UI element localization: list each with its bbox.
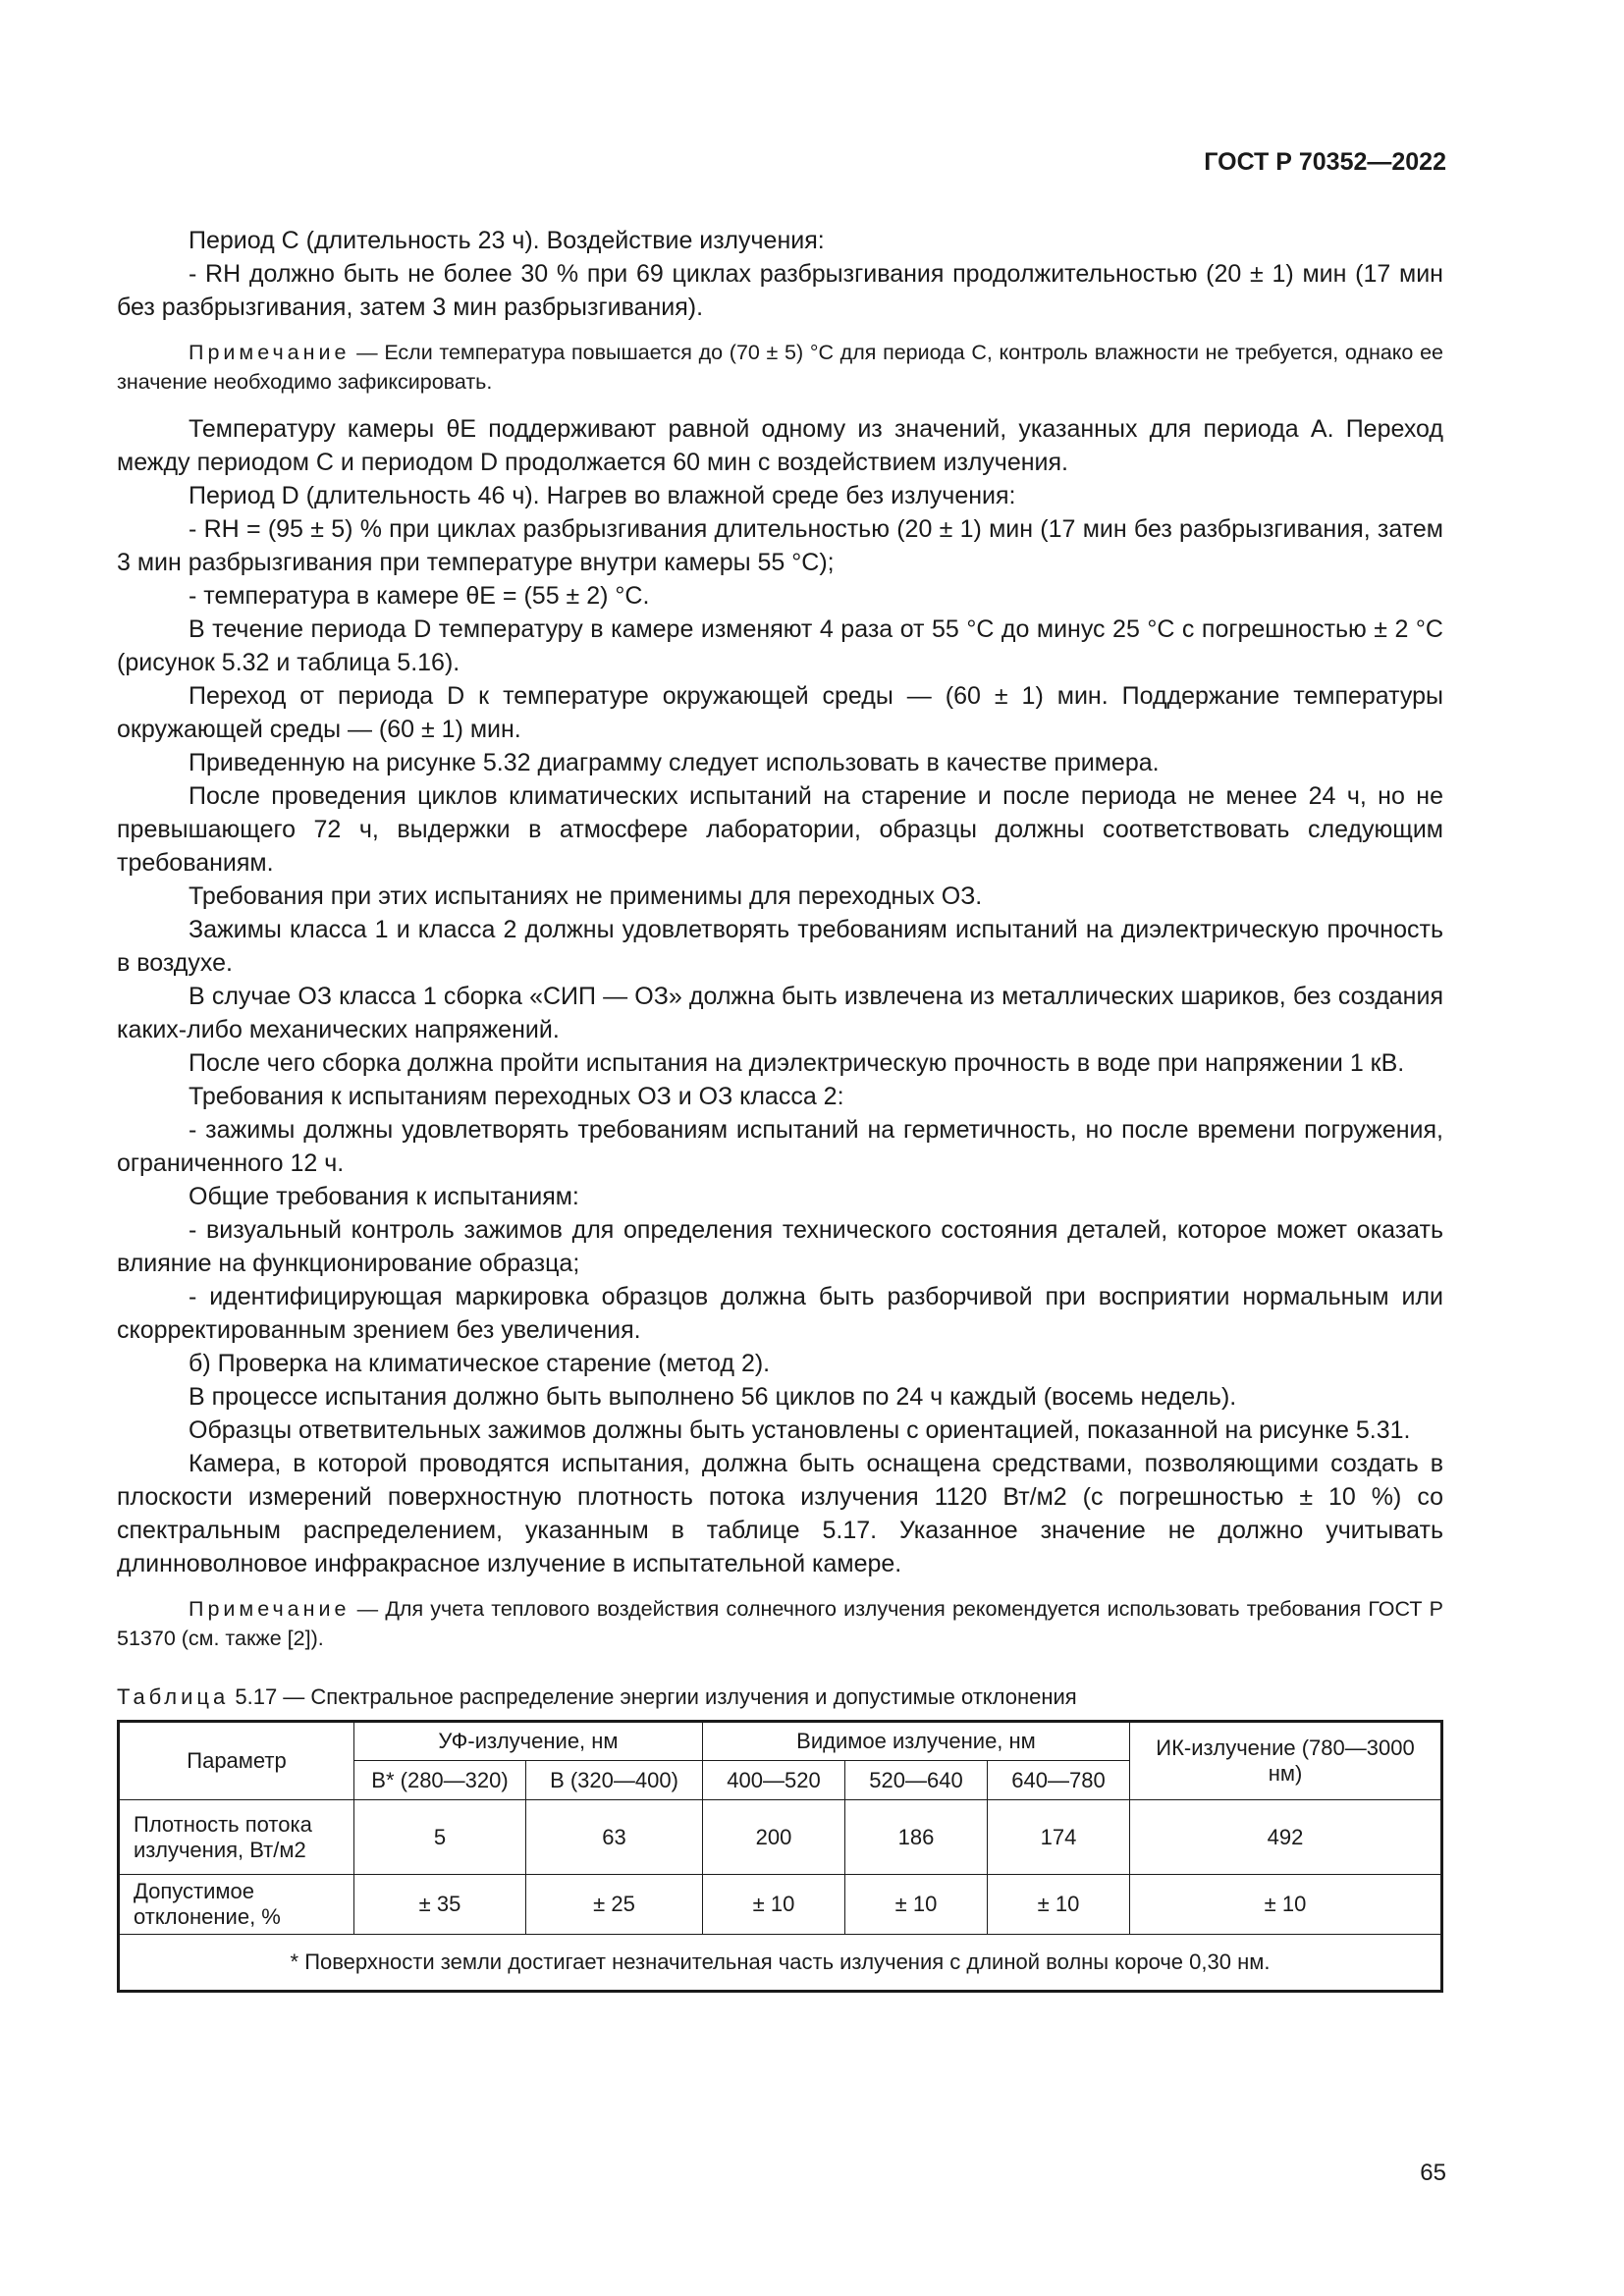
- paragraph: После чего сборка должна пройти испытания на диэлектрическую прочность в воде при напряжении 1 кВ.: [189, 1049, 1405, 1077]
- table-cell: ± 10: [1130, 1875, 1442, 1935]
- table-caption-label: Таблица: [117, 1684, 230, 1709]
- paragraph: Общие требования к испытаниям:: [189, 1183, 579, 1210]
- header-visible: Видимое излучение, нм: [703, 1722, 1130, 1761]
- paragraph: Период С (длительность 23 ч). Воздействие излучения:: [189, 227, 825, 254]
- paragraph: Зажимы класса 1 и класса 2 должны удовлетворять требованиям испытаний на диэлектрическую прочность в воздухе.: [117, 916, 1443, 977]
- table-footnote-row: [119, 1935, 1442, 1992]
- table-cell: 186: [845, 1800, 988, 1875]
- header-col: 520—640: [845, 1761, 988, 1800]
- document-body: [117, 224, 1443, 1993]
- note: [117, 338, 1443, 397]
- header-uv: УФ-излучение, нм: [354, 1722, 703, 1761]
- paragraph: - зажимы должны удовлетворять требованиям испытаний на герметичность, но после времени погружения, ограниченного 12 ч.: [117, 1116, 1443, 1177]
- paragraph: - визуальный контроль зажимов для определения технического состояния деталей, которое может оказать влияние на функционирование образца;: [117, 1216, 1443, 1277]
- header-col: 640—780: [988, 1761, 1130, 1800]
- paragraph: Требования к испытаниям переходных ОЗ и ОЗ класса 2:: [189, 1083, 844, 1110]
- paragraph-group: [117, 412, 1443, 1580]
- note: [117, 1594, 1443, 1653]
- table-cell: 5: [354, 1800, 526, 1875]
- table-footnote: * Поверхности земли достигает незначительная часть излучения с длиной волны короче 0,30 нм.: [119, 1935, 1442, 1992]
- paragraph: В процессе испытания должно быть выполнено 56 циклов по 24 ч каждый (восемь недель).: [189, 1383, 1237, 1411]
- note-label: Примечание: [189, 1597, 351, 1621]
- table-cell: ± 25: [526, 1875, 703, 1935]
- note-text: — Для учета теплового воздействия солнечного излучения рекомендуется использовать требования ГОСТ Р 51370 (см. также [2]).: [117, 1597, 1443, 1650]
- table-caption: [117, 1684, 1443, 1710]
- table-cell: ± 10: [845, 1875, 988, 1935]
- note-text: — Если температура повышается до (70 ± 5) °С для периода С, контроль влажности не требуется, однако ее значение необходимо зафиксировать.: [117, 341, 1443, 394]
- note-label: Примечание: [189, 341, 351, 364]
- table-cell: 63: [526, 1800, 703, 1875]
- paragraph: После проведения циклов климатических испытаний на старение и после периода не менее 24 ч, но не превышающего 72 ч, выдержки в атмосфере лаборатории, образцы должны соответствовать следующим требованиям.: [117, 782, 1443, 877]
- header-ir: ИК-излучение (780—3000 нм): [1130, 1722, 1442, 1800]
- paragraph: - идентифицирующая маркировка образцов должна быть разборчивой при восприятии нормальным или скорректированным зрением без увеличения.: [117, 1283, 1443, 1344]
- table-cell: ± 35: [354, 1875, 526, 1935]
- header-param: Параметр: [119, 1722, 354, 1800]
- header-col: В* (280—320): [354, 1761, 526, 1800]
- paragraph: - RH = (95 ± 5) % при циклах разбрызгивания длительностью (20 ± 1) мин (17 мин без разбрызгивания, затем 3 мин разбрызгивания при температуре внутри камеры 55 °С);: [117, 515, 1443, 576]
- paragraph: Требования при этих испытаниях не применимы для переходных ОЗ.: [189, 882, 983, 910]
- document-header: ГОСТ Р 70352—2022: [1204, 148, 1446, 176]
- paragraph: В случае ОЗ класса 1 сборка «СИП — ОЗ» должна быть извлечена из металлических шариков, без создания каких-либо механических напряжений.: [117, 983, 1443, 1043]
- paragraph: Переход от периода D к температуре окружающей среды — (60 ± 1) мин. Поддержание температуры окружающей среды — (60 ± 1) мин.: [117, 682, 1443, 743]
- spectral-table: [117, 1720, 1443, 1993]
- table-cell: 174: [988, 1800, 1130, 1875]
- table-cell: 200: [703, 1800, 845, 1875]
- paragraph: б) Проверка на климатическое старение (метод 2).: [189, 1350, 771, 1377]
- paragraph: Камера, в которой проводятся испытания, должна быть оснащена средствами, позволяющими создать в плоскости измерений поверхностную плотность потока излучения 1120 Вт/м2 (с погрешностью ± 10 %) со спектральным распределением, указанным в таблице 5.17. Указанное значение не должно учитывать длинноволновое инфракрасное излучение в испытательной камере.: [117, 1450, 1443, 1577]
- header-col: 400—520: [703, 1761, 845, 1800]
- paragraph: Образцы ответвительных зажимов должны быть установлены с ориентацией, показанной на рисунке 5.31.: [189, 1416, 1411, 1444]
- header-col: В (320—400): [526, 1761, 703, 1800]
- table-caption-text: 5.17 — Спектральное распределение энергии излучения и допустимые отклонения: [229, 1684, 1077, 1709]
- row-label: Плотность потока излучения, Вт/м2: [119, 1800, 354, 1875]
- row-label: Допустимое отклонение, %: [119, 1875, 354, 1935]
- paragraph: В течение периода D температуру в камере изменяют 4 раза от 55 °С до минус 25 °С с погрешностью ± 2 °С (рисунок 5.32 и таблица 5.16).: [117, 615, 1443, 676]
- paragraph: Период D (длительность 46 ч). Нагрев во влажной среде без излучения:: [189, 482, 1016, 509]
- paragraph: - RH должно быть не более 30 % при 69 циклах разбрызгивания продолжительностью (20 ± 1) мин (17 мин без разбрызгивания, затем 3 мин разбрызгивания).: [117, 260, 1443, 321]
- page-number: 65: [1420, 2160, 1446, 2186]
- table-row: [119, 1800, 1442, 1875]
- table-cell: 492: [1130, 1800, 1442, 1875]
- table-cell: ± 10: [988, 1875, 1130, 1935]
- table-row: [119, 1875, 1442, 1935]
- paragraph: Приведенную на рисунке 5.32 диаграмму следует использовать в качестве примера.: [189, 749, 1160, 776]
- table-cell: ± 10: [703, 1875, 845, 1935]
- paragraph: - температура в камере θE = (55 ± 2) °С.: [189, 582, 650, 610]
- table-header-row: [119, 1722, 1442, 1761]
- paragraph: Температуру камеры θE поддерживают равной одному из значений, указанных для периода А. Переход между периодом С и периодом D продолжается 60 мин с воздействием излучения.: [117, 415, 1443, 476]
